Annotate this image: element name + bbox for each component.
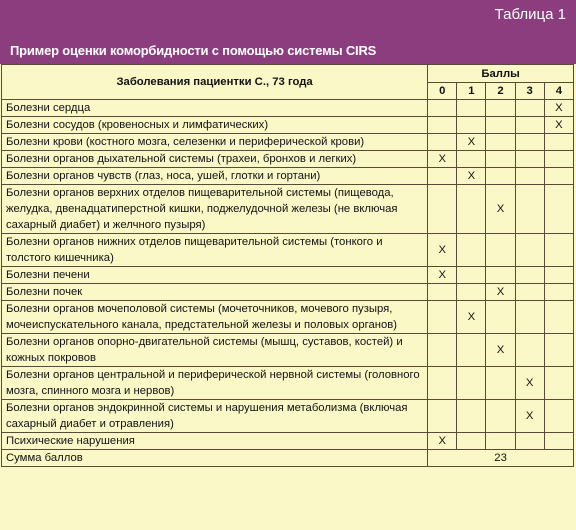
score-cell-1 — [457, 100, 486, 117]
score-cell-1 — [457, 367, 486, 400]
top-banner — [0, 0, 576, 40]
table-row — [2, 301, 574, 334]
score-cell-3 — [515, 267, 544, 284]
score-cell-4 — [544, 168, 573, 185]
table-row — [2, 185, 574, 234]
score-cell-1 — [457, 151, 486, 168]
score-level-3: 3 — [515, 83, 544, 100]
table-row — [2, 400, 574, 433]
score-cell-0 — [428, 334, 457, 367]
table-row — [2, 433, 574, 450]
score-cell-2 — [486, 367, 515, 400]
title-banner — [0, 40, 576, 64]
total-label: Сумма баллов — [2, 450, 428, 467]
score-cell-3 — [515, 284, 544, 301]
disease-column-header: Заболевания пациентки С., 73 года — [2, 65, 428, 100]
score-cell-0: X — [428, 151, 457, 168]
scores-column-header: Баллы — [428, 65, 574, 83]
score-cell-4: X — [544, 117, 573, 134]
score-cell-0 — [428, 185, 457, 234]
score-cell-0 — [428, 301, 457, 334]
table-row — [2, 234, 574, 267]
table-row — [2, 151, 574, 168]
score-level-2: 2 — [486, 83, 515, 100]
score-cell-2 — [486, 134, 515, 151]
score-cell-2 — [486, 117, 515, 134]
table-title: Пример оценки коморбидности с помощью системы CIRS — [10, 43, 377, 58]
score-cell-2: X — [486, 284, 515, 301]
table-row — [2, 100, 574, 117]
score-cell-4 — [544, 185, 573, 234]
score-cell-0: X — [428, 234, 457, 267]
score-cell-1: X — [457, 134, 486, 151]
score-cell-4 — [544, 367, 573, 400]
score-cell-2 — [486, 151, 515, 168]
score-cell-3 — [515, 334, 544, 367]
table-row — [2, 284, 574, 301]
score-cell-2 — [486, 433, 515, 450]
disease-name-cell: Болезни сосудов (кровеносных и лимфатических) — [2, 117, 428, 134]
disease-name-cell: Болезни органов верхних отделов пищеварительной системы (пищевода, желудка, двенадцатиперстной кишки, поджелудочной железы (не включая сахарный диабет) и желчного пузыря) — [2, 185, 428, 234]
score-cell-4 — [544, 400, 573, 433]
disease-name-cell: Болезни крови (костного мозга, селезенки и периферической крови) — [2, 134, 428, 151]
score-cell-1 — [457, 234, 486, 267]
score-cell-4 — [544, 284, 573, 301]
table-row — [2, 168, 574, 185]
score-cell-1: X — [457, 301, 486, 334]
score-cell-2 — [486, 100, 515, 117]
disease-name-cell: Болезни органов мочеполовой системы (мочеточников, мочевого пузыря, мочеиспускательного канала, предстательной железы и половых органов) — [2, 301, 428, 334]
score-cell-1: X — [457, 168, 486, 185]
score-cell-1 — [457, 334, 486, 367]
header-row — [2, 65, 574, 83]
score-cell-3 — [515, 134, 544, 151]
score-cell-2 — [486, 168, 515, 185]
score-cell-4 — [544, 234, 573, 267]
score-cell-0 — [428, 117, 457, 134]
score-cell-3 — [515, 433, 544, 450]
table-row — [2, 367, 574, 400]
score-cell-3 — [515, 234, 544, 267]
score-cell-1 — [457, 117, 486, 134]
score-cell-4 — [544, 267, 573, 284]
score-cell-2 — [486, 400, 515, 433]
total-row — [2, 450, 574, 467]
table-row — [2, 334, 574, 367]
score-cell-0 — [428, 400, 457, 433]
score-cell-0 — [428, 284, 457, 301]
score-cell-2 — [486, 301, 515, 334]
disease-name-cell: Болезни органов дыхательной системы (трахеи, бронхов и легких) — [2, 151, 428, 168]
score-level-4: 4 — [544, 83, 573, 100]
score-level-1: 1 — [457, 83, 486, 100]
disease-name-cell: Психические нарушения — [2, 433, 428, 450]
score-cell-4 — [544, 134, 573, 151]
disease-name-cell: Болезни сердца — [2, 100, 428, 117]
disease-name-cell: Болезни органов чувств (глаз, носа, ушей, глотки и гортани) — [2, 168, 428, 185]
disease-name-cell: Болезни печени — [2, 267, 428, 284]
table-number-label: Таблица 1 — [494, 6, 566, 23]
disease-name-cell: Болезни органов нижних отделов пищеварительной системы (тонкого и толстого кишечника) — [2, 234, 428, 267]
score-cell-0 — [428, 100, 457, 117]
score-cell-0: X — [428, 433, 457, 450]
table-row — [2, 134, 574, 151]
score-cell-1 — [457, 185, 486, 234]
score-cell-4 — [544, 334, 573, 367]
total-value: 23 — [428, 450, 574, 467]
score-cell-3 — [515, 117, 544, 134]
score-cell-0: X — [428, 267, 457, 284]
score-cell-3 — [515, 168, 544, 185]
score-cell-2: X — [486, 334, 515, 367]
score-cell-0 — [428, 367, 457, 400]
disease-name-cell: Болезни почек — [2, 284, 428, 301]
score-cell-1 — [457, 284, 486, 301]
score-cell-2: X — [486, 185, 515, 234]
table-body — [2, 100, 574, 450]
score-cell-0 — [428, 134, 457, 151]
table-row — [2, 117, 574, 134]
score-cell-0 — [428, 168, 457, 185]
score-level-0: 0 — [428, 83, 457, 100]
score-cell-4 — [544, 151, 573, 168]
score-cell-1 — [457, 400, 486, 433]
score-cell-4 — [544, 433, 573, 450]
score-cell-1 — [457, 267, 486, 284]
disease-name-cell: Болезни органов опорно-двигательной системы (мышц, суставов, костей) и кожных покровов — [2, 334, 428, 367]
score-cell-3 — [515, 151, 544, 168]
score-cell-3 — [515, 185, 544, 234]
disease-name-cell: Болезни органов центральной и периферической нервной системы (головного мозга, спинного мозга и нервов) — [2, 367, 428, 400]
score-cell-4: X — [544, 100, 573, 117]
score-cell-2 — [486, 267, 515, 284]
score-cell-4 — [544, 301, 573, 334]
table-row — [2, 267, 574, 284]
score-cell-3: X — [515, 400, 544, 433]
score-cell-3: X — [515, 367, 544, 400]
score-cell-3 — [515, 301, 544, 334]
disease-name-cell: Болезни органов эндокринной системы и нарушения метаболизма (включая сахарный диабет и отравления) — [2, 400, 428, 433]
score-cell-1 — [457, 433, 486, 450]
cirs-table — [1, 64, 574, 467]
score-cell-2 — [486, 234, 515, 267]
score-cell-3 — [515, 100, 544, 117]
